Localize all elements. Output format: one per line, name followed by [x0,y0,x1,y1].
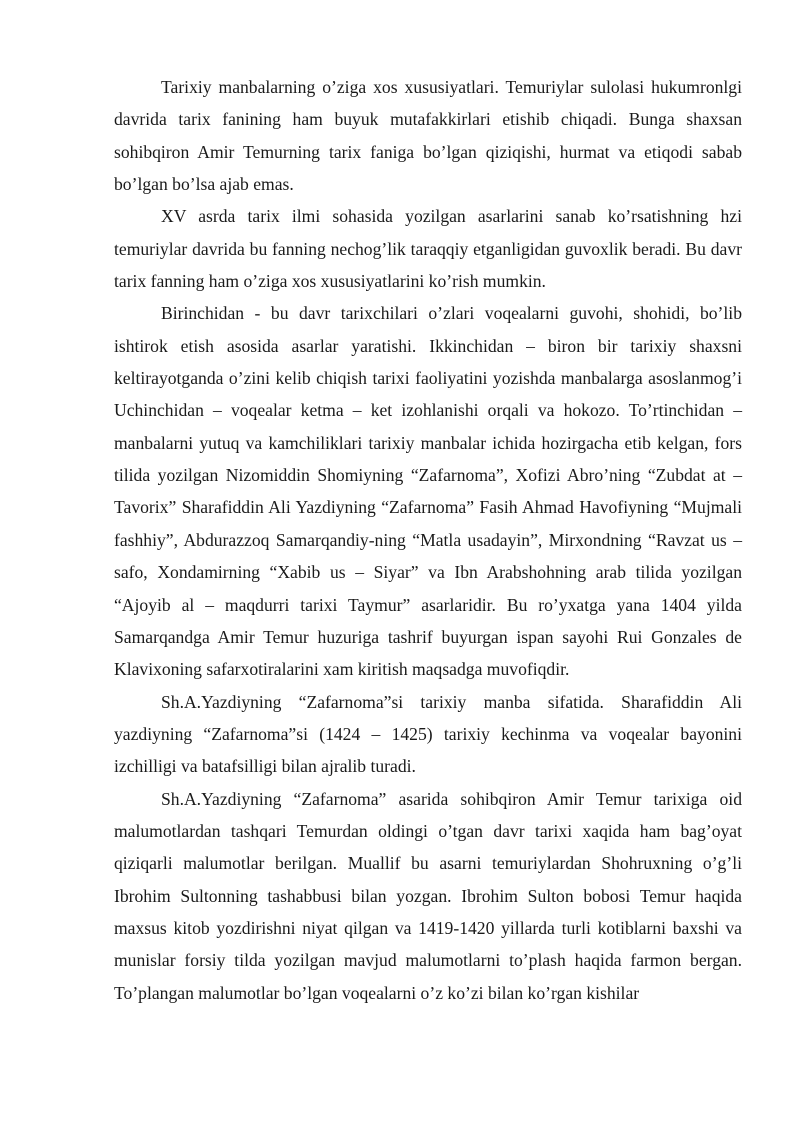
document-body [114,71,742,1009]
paragraph-2: XV asrda tarix ilmi sohasida yozilgan asarlarini sanab ko’rsatishning hzi temuriylar davrida bu fanning nechog’lik taraqqiy etganligidan guvoxlik beradi. Bu davr tarix fanning ham o’ziga xos xususiyatlarini ko’rish mumkin. [114,206,742,292]
paragraph-4: Sh.A.Yazdiyning “Zafarnoma”si tarixiy manba sifatida. Sharafiddin Ali yazdiyning “Zafarnoma”si (1424 – 1425) tarixiy kechinma va voqealar bayonini izchilligi va batafsilligi bilan ajralib turadi. [114,691,742,777]
paragraph-3: Birinchidan - bu davr tarixchilari o’zlari voqealarni guvohi, shohidi, bo’lib ishtirok etish asosida asarlar yaratishi. Ikkinchidan – biron bir tarixiy shaxsni keltirayotganda o’zini kelib chiqish tarixi faoliyatini yozishda manbalarga asoslanmog’i Uchinchidan – voqealar ketma – ket izohlanishi orqali va hokozo. To’rtinchidan – manbalarni yutuq va kamchiliklari tarixiy manbalar ichida hozirgacha etib kelgan, fors tilida yozilgan Nizomiddin Shomiyning “Zafarnoma”, Xofizi Abro’ning “Zubdat at – Tavorix” Sharafiddin Ali Yazdiyning “Zafarnoma” Fasih Ahmad Havofiyning “Mujmali fashhiy”, Abdurazzoq Samarqandiy-ning “Matla usadayin”, Mirxondning “Ravzat us – safo, Xondamirning “Xabib us – Siyar” va Ibn Arabshohning arab tilida yozilgan “Ajoyib al – maqdurri tarixi Taymur” asarlaridir. Bu ro’yxatga yana 1404 yilda Samarqandga Amir Temur huzuriga tashrif buyurgan ispan sayohi Rui Gonzales de Klavixoning safarxotiralarini xam kiritish maqsadga muvofiqdir. [114,303,742,680]
paragraph-1: Tarixiy manbalarning o’ziga xos xususiyatlari. Temuriylar sulolasi hukumronlgi davrida tarix fanining ham buyuk mutafakkirlari etishib chiqadi. Bunga shaxsan sohibqiron Amir Temurning tarix faniga bo’lgan qiziqishi, hurmat va etiqodi sabab bo’lgan bo’lsa ajab emas. [114,77,742,195]
paragraph-5: Sh.A.Yazdiyning “Zafarnoma” asarida sohibqiron Amir Temur tarixiga oid malumotlardan tashqari Temurdan oldingi o’tgan davr tarixi xaqida ham bag’oyat qiziqarli malumotlar berilgan. Muallif bu asarni temuriylardan Shohruxning o’g’li Ibrohim Sultonning tashabbusi bilan yozgan. Ibrohim Sulton bobosi Temur haqida maxsus kitob yozdirishni niyat qilgan va 1419-1420 yillarda turli kotiblarni baxshi va munislar forsiy tilda yozilgan mavjud malumotlarni to’plash haqida farmon bergan. To’plangan malumotlar bo’lgan voqealarni o’z ko’zi bilan ko’rgan kishilar [114,788,742,1003]
